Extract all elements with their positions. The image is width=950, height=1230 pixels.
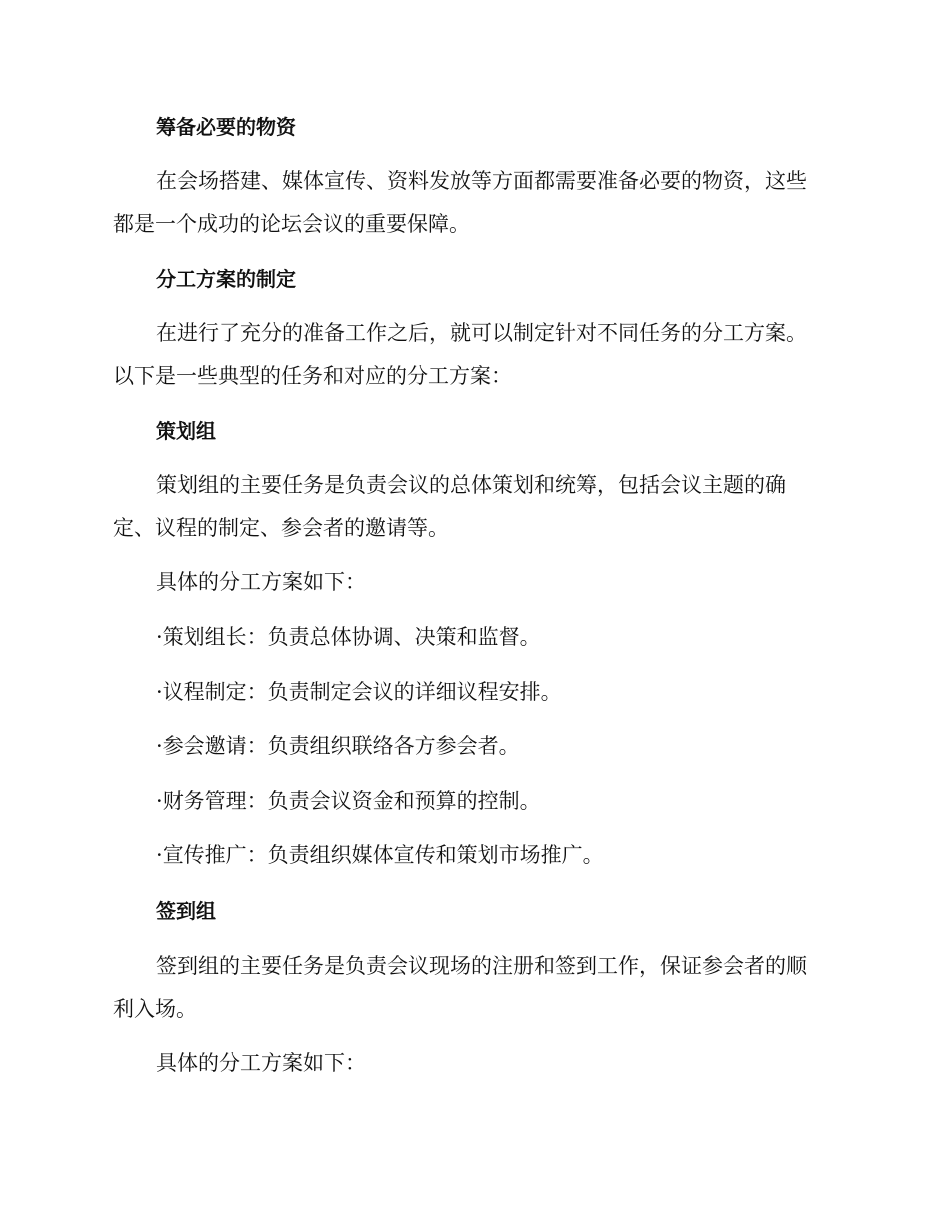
bullet-dot-icon: ·: [156, 789, 163, 813]
section-heading: 策划组: [156, 419, 216, 443]
section-heading: 签到组: [156, 899, 216, 923]
list-item-text: 策划组长：负责总体协调、决策和监督。: [162, 625, 541, 649]
list-item-text: 参会邀请：负责组织联络各方参会者。: [162, 734, 520, 758]
paragraph-line: 以下是一些典型的任务和对应的分工方案：: [113, 364, 512, 388]
paragraph-line: 在进行了充分的准备工作之后，就可以制定针对不同任务的分工方案。: [156, 321, 807, 345]
list-intro: 具体的分工方案如下：: [156, 570, 366, 594]
list-intro: 具体的分工方案如下：: [156, 1051, 366, 1075]
bullet-dot-icon: ·: [156, 625, 163, 649]
paragraph-line: 签到组的主要任务是负责会议现场的注册和签到工作，保证参会者的顺: [156, 954, 807, 978]
list-item: [156, 840, 604, 870]
bullet-dot-icon: ·: [156, 734, 163, 758]
list-item: [156, 786, 541, 816]
paragraph-line: 都是一个成功的论坛会议的重要保障。: [113, 212, 470, 236]
paragraph-line: 利入场。: [113, 997, 197, 1021]
list-item-text: 宣传推广：负责组织媒体宣传和策划市场推广。: [162, 843, 604, 867]
paragraph-line: 在会场搭建、媒体宣传、资料发放等方面都需要准备必要的物资，这些: [156, 169, 807, 193]
paragraph-line: 策划组的主要任务是负责会议的总体策划和统筹，包括会议主题的确: [156, 473, 786, 497]
list-item-text: 议程制定：负责制定会议的详细议程安排。: [162, 680, 562, 704]
section-heading: 筹备必要的物资: [156, 115, 296, 139]
list-item: [156, 622, 541, 652]
list-item: [156, 731, 520, 761]
paragraph-line: 定、议程的制定、参会者的邀请等。: [113, 516, 449, 540]
list-item: [156, 677, 562, 707]
section-heading: 分工方案的制定: [156, 267, 296, 291]
bullet-dot-icon: ·: [156, 843, 163, 867]
list-item-text: 财务管理：负责会议资金和预算的控制。: [162, 789, 541, 813]
bullet-dot-icon: ·: [156, 680, 163, 704]
